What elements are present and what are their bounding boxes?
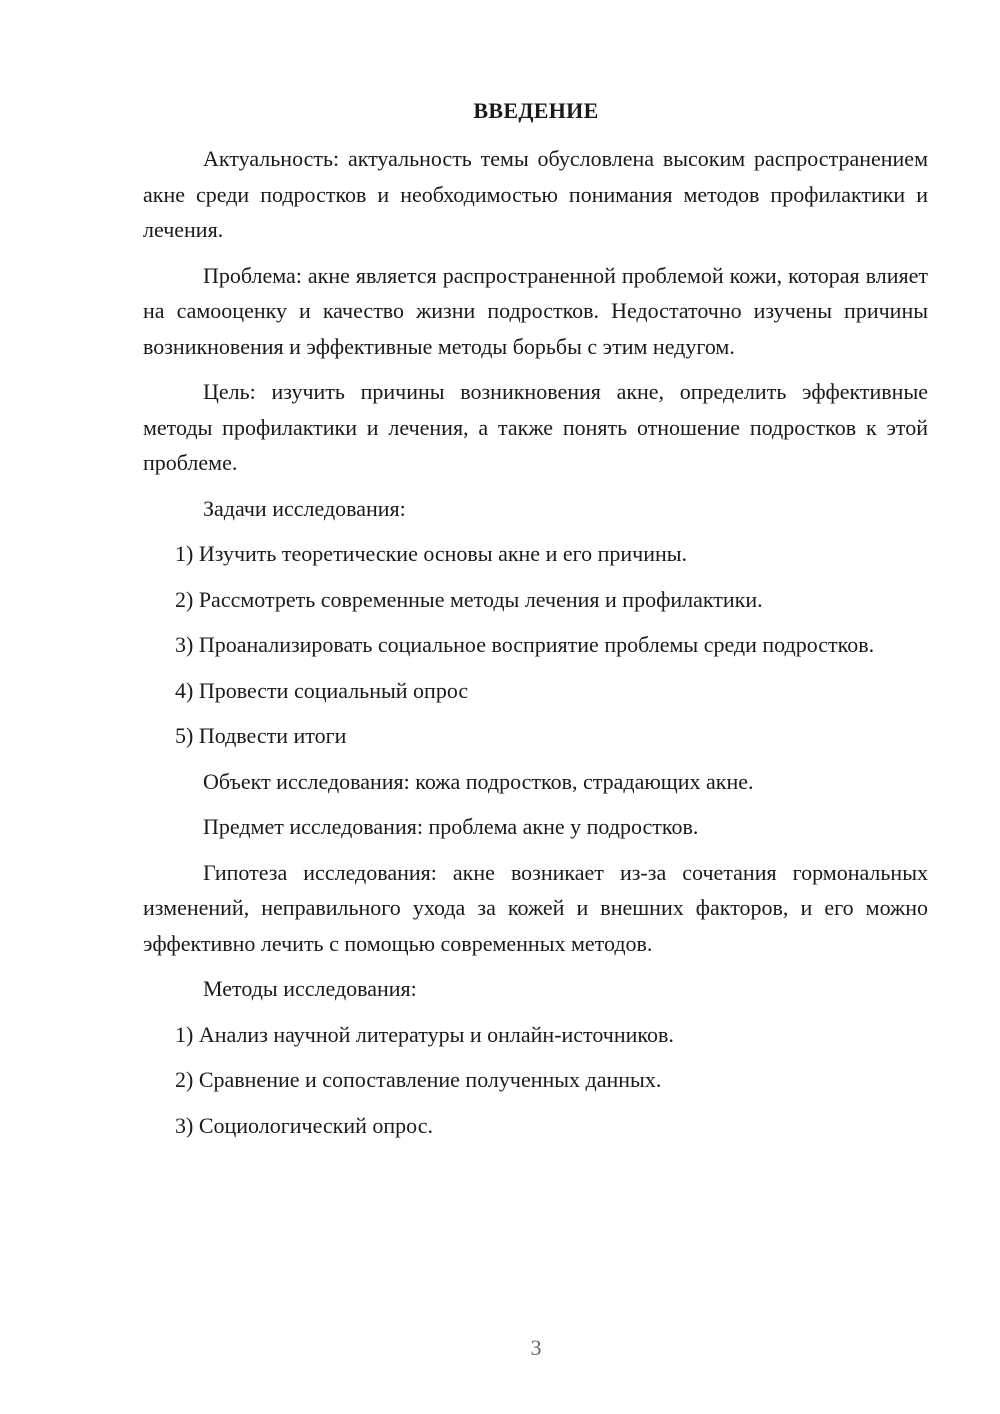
list-item: 3) Социологический опрос.	[175, 1112, 433, 1138]
subject-paragraph: Предмет исследования: проблема акне у подростков.	[203, 814, 699, 839]
hypothesis-paragraph: Гипотеза исследования: акне возникает из-за сочетания гормональных изменений, неправильного ухода за кожей и внешних факторов, и его можно эффективно лечить с помощью современных методов.	[143, 859, 928, 956]
tasks-heading: Задачи исследования:	[203, 495, 406, 521]
list-item: 4) Провести социальный опрос	[175, 677, 469, 703]
list-item: 5) Подвести итоги	[175, 723, 347, 748]
problem-paragraph: Проблема: акне является распространенной проблемой кожи, которая влияет на самооценку и качество жизни подростков. Недостаточно изучены причины возникновения и эффективные методы борьбы с этим недугом.	[143, 262, 928, 359]
list-item: 3) Проанализировать социальное восприятие проблемы среди подростков.	[175, 632, 875, 657]
list-item: 2) Сравнение и сопоставление полученных данных.	[175, 1067, 662, 1092]
methods-heading: Методы исследования:	[203, 976, 417, 1001]
goal-paragraph: Цель: изучить причины возникновения акне, определить эффективные методы профилактики и лечения, а также понять отношение подростков к этой проблеме.	[143, 379, 928, 475]
list-item: 1) Анализ научной литературы и онлайн-источников.	[175, 1021, 674, 1047]
page-number: 3	[530, 1335, 542, 1360]
list-item: 1) Изучить теоретические основы акне и его причины.	[175, 541, 688, 566]
document-body	[143, 141, 928, 1153]
object-paragraph: Объект исследования: кожа подростков, страдающих акне.	[203, 768, 754, 794]
list-item: 2) Рассмотреть современные методы лечения и профилактики.	[175, 586, 763, 612]
tasks-list	[143, 536, 928, 754]
relevance-paragraph: Актуальность: актуальность темы обусловлена высоким распространением акне среди подростков и необходимостью понимания методов профилактики и лечения.	[143, 146, 928, 242]
page-title: ВВЕДЕНИЕ	[473, 98, 599, 123]
methods-list	[143, 1017, 928, 1144]
